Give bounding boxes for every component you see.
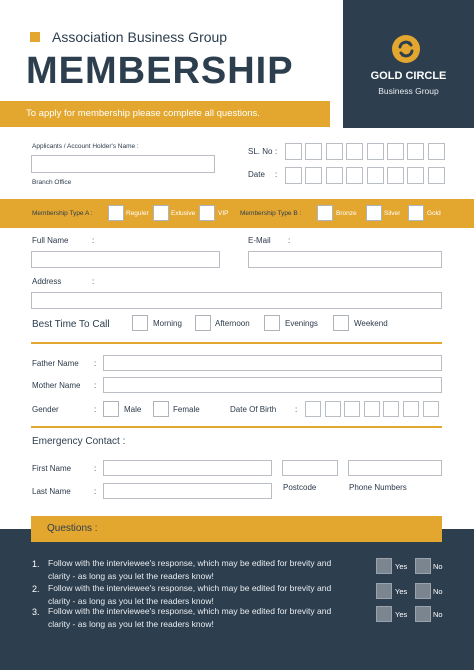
gender-sep: :: [94, 405, 97, 414]
dob-sep: :: [295, 405, 298, 414]
date-digit-box[interactable]: [367, 167, 384, 184]
question-yes-checkbox[interactable]: [376, 583, 392, 599]
question-yes-label: Yes: [395, 610, 408, 619]
best-time-morning-label: Morning: [153, 319, 182, 328]
type-a-reguler-label: Reguler: [126, 210, 149, 217]
date-label: Date: [248, 170, 265, 179]
membership-type-b-label: Membership Type B :: [240, 210, 302, 217]
best-time-weekend-label: Weekend: [354, 319, 388, 328]
last-name-field[interactable]: [103, 483, 272, 499]
phone-numbers-field[interactable]: [348, 460, 442, 476]
father-name-field[interactable]: [103, 355, 442, 371]
father-name-label: Father Name: [32, 359, 79, 368]
type-b-gold-checkbox[interactable]: [408, 205, 424, 221]
date-digit-box[interactable]: [346, 167, 363, 184]
gender-male-label: Male: [124, 405, 142, 414]
dob-digit-box[interactable]: [364, 401, 380, 417]
instruction-bar: [0, 101, 330, 127]
gender-female-checkbox[interactable]: [153, 401, 169, 417]
sl-no-digit-box[interactable]: [305, 143, 322, 160]
full-name-field[interactable]: [31, 251, 220, 268]
dob-digit-box[interactable]: [403, 401, 419, 417]
question-no-checkbox[interactable]: [415, 558, 431, 574]
address-label: Address: [32, 277, 62, 286]
date-digit-box[interactable]: [285, 167, 302, 184]
best-time-morning-checkbox[interactable]: [132, 315, 148, 331]
question-no-label: No: [433, 610, 443, 619]
question-number: 3.: [32, 607, 40, 617]
first-name-label: First Name: [32, 464, 72, 473]
applicant-name-label: Applicants / Account Holder's Name :: [32, 143, 139, 150]
question-text: Follow with the interviewee's response, which may be edited for brevity and clarity - as long as you let the readers know!: [48, 606, 332, 629]
gender-female-label: Female: [173, 405, 200, 414]
type-b-silver-label: Silver: [384, 210, 401, 217]
address-field[interactable]: [31, 292, 442, 309]
mother-name-field[interactable]: [103, 377, 442, 393]
full-name-sep: :: [92, 236, 95, 245]
brand-name: GOLD CIRCLE: [370, 70, 447, 82]
instruction-text: To apply for membership please complete all questions.: [26, 108, 260, 119]
date-sep: :: [275, 170, 278, 179]
question-no-checkbox[interactable]: [415, 606, 431, 622]
question-yes-checkbox[interactable]: [376, 606, 392, 622]
mother-name-sep: :: [94, 381, 97, 390]
gold-circle-logo-icon: [391, 34, 421, 64]
applicant-name-field[interactable]: [31, 155, 215, 173]
dob-digit-box[interactable]: [423, 401, 439, 417]
type-a-exlusive-checkbox[interactable]: [153, 205, 169, 221]
father-name-sep: :: [94, 359, 97, 368]
branch-office-label: Branch Office: [32, 179, 72, 186]
type-b-silver-checkbox[interactable]: [366, 205, 382, 221]
sl-no-digit-box[interactable]: [387, 143, 404, 160]
best-time-evenings-label: Evenings: [285, 319, 318, 328]
dob-digit-box[interactable]: [344, 401, 360, 417]
best-time-afternoon-label: Afternoon: [215, 319, 250, 328]
type-a-exlusive-label: Exlusive: [171, 210, 196, 217]
question-yes-checkbox[interactable]: [376, 558, 392, 574]
gender-male-checkbox[interactable]: [103, 401, 119, 417]
questions-header-bar: [31, 516, 442, 542]
question-number: 1.: [32, 559, 40, 569]
best-time-label: Best Time To Call: [32, 319, 110, 330]
sl-no-label: SL. No: [248, 147, 273, 156]
type-a-vip-checkbox[interactable]: [199, 205, 215, 221]
membership-type-a-label: Membership Type A :: [32, 210, 93, 217]
org-bullet: [30, 32, 40, 42]
question-text: Follow with the interviewee's response, which may be edited for brevity and clarity - as long as you let the readers know!: [48, 583, 332, 606]
question-no-label: No: [433, 562, 443, 571]
sl-no-digit-box[interactable]: [346, 143, 363, 160]
question-yes-label: Yes: [395, 587, 408, 596]
type-a-reguler-checkbox[interactable]: [108, 205, 124, 221]
mother-name-label: Mother Name: [32, 381, 81, 390]
type-a-vip-label: VIP: [218, 210, 229, 217]
date-digit-box[interactable]: [387, 167, 404, 184]
type-b-bronze-label: Bronze: [336, 210, 357, 217]
first-name-sep: :: [94, 464, 97, 473]
phone-numbers-label: Phone Numbers: [349, 483, 407, 492]
brand-subtitle: Business Group: [378, 86, 439, 96]
date-digit-box[interactable]: [407, 167, 424, 184]
date-digit-box[interactable]: [326, 167, 343, 184]
sl-no-digit-box[interactable]: [367, 143, 384, 160]
sl-no-digit-box[interactable]: [428, 143, 445, 160]
dob-label: Date Of Birth: [230, 405, 277, 414]
divider: [31, 426, 442, 428]
question-no-checkbox[interactable]: [415, 583, 431, 599]
question-text: Follow with the interviewee's response, which may be edited for brevity and clarity - as long as you let the readers know!: [48, 558, 332, 581]
type-b-gold-label: Gold: [427, 210, 441, 217]
type-b-bronze-checkbox[interactable]: [317, 205, 333, 221]
gender-label: Gender: [32, 405, 59, 414]
date-digit-box[interactable]: [305, 167, 322, 184]
postcode-field[interactable]: [282, 460, 338, 476]
emergency-contact-title: Emergency Contact :: [32, 436, 126, 447]
best-time-afternoon-checkbox[interactable]: [195, 315, 211, 331]
dob-digit-box[interactable]: [325, 401, 341, 417]
last-name-sep: :: [94, 487, 97, 496]
org-name: Association Business Group: [52, 29, 228, 45]
email-label: E-Mail: [248, 236, 271, 245]
first-name-field[interactable]: [103, 460, 272, 476]
membership-type-bar: [0, 199, 474, 228]
date-digit-box[interactable]: [428, 167, 445, 184]
question-no-label: No: [433, 587, 443, 596]
sl-no-digit-box[interactable]: [285, 143, 302, 160]
sl-no-digit-box[interactable]: [326, 143, 343, 160]
postcode-label: Postcode: [283, 483, 317, 492]
divider: [31, 342, 442, 344]
best-time-evenings-checkbox[interactable]: [264, 315, 280, 331]
address-sep: :: [92, 277, 95, 286]
last-name-label: Last Name: [32, 487, 71, 496]
dob-digit-box[interactable]: [305, 401, 321, 417]
question-number: 2.: [32, 584, 40, 594]
sl-no-digit-box[interactable]: [407, 143, 424, 160]
brand-panel: [343, 0, 474, 128]
dob-digit-box[interactable]: [383, 401, 399, 417]
email-sep: :: [288, 236, 291, 245]
page-title: MEMBERSHIP: [26, 50, 294, 92]
sl-no-sep: :: [275, 147, 278, 156]
full-name-label: Full Name: [32, 236, 69, 245]
best-time-weekend-checkbox[interactable]: [333, 315, 349, 331]
email-field[interactable]: [248, 251, 442, 268]
questions-title: Questions :: [47, 523, 98, 534]
question-yes-label: Yes: [395, 562, 408, 571]
